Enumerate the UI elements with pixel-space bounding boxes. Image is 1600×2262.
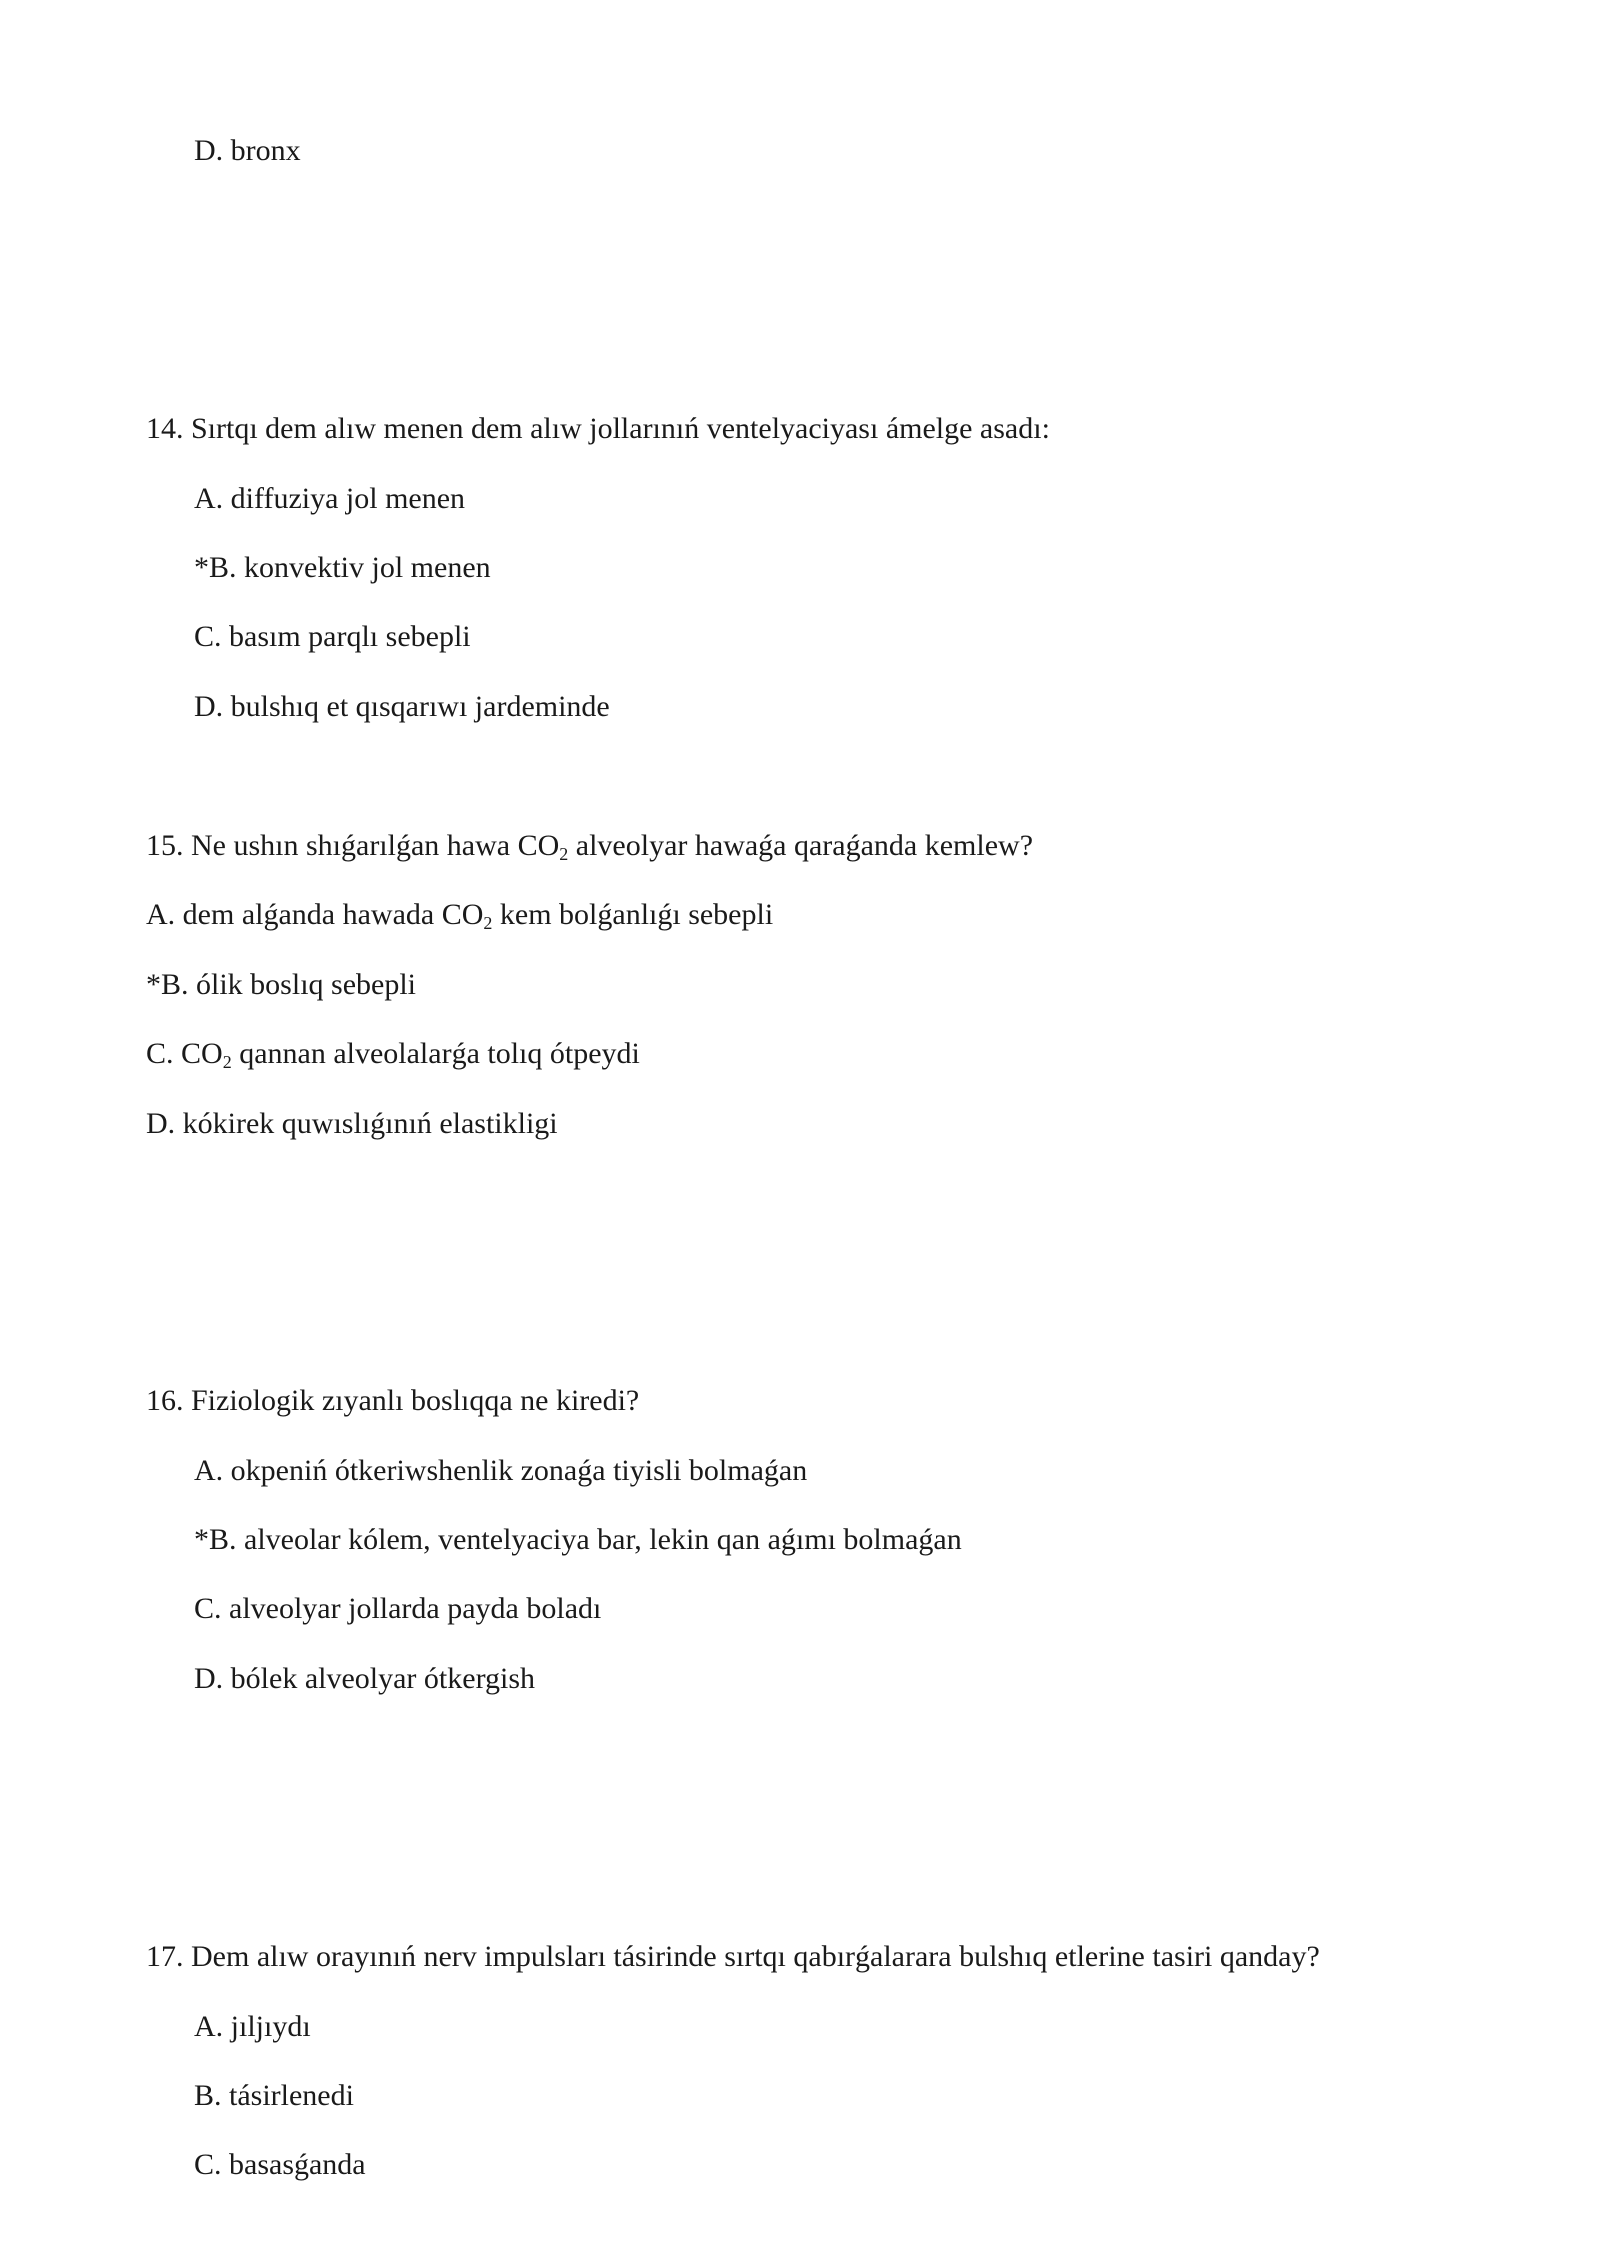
q17-option-a: A. jıljıydı bbox=[194, 2010, 311, 2043]
q13-option-d: D. bronx bbox=[194, 134, 301, 167]
q14-option-a: A. diffuziya jol menen bbox=[194, 482, 466, 515]
q15-option-a-subscript: 2 bbox=[483, 913, 493, 933]
q15-option-c-text-1: C. CO bbox=[146, 1037, 223, 1070]
q15-option-b: *B. ólik boslıq sebepli bbox=[146, 968, 416, 1001]
q14-option-c: C. basım parqlı sebepli bbox=[194, 620, 471, 653]
q15-option-a bbox=[146, 898, 774, 933]
q15-question-subscript: 2 bbox=[559, 844, 569, 864]
q16-option-b: *B. alveolar kólem, ventelyaciya bar, lekin qan aǵımı bolmaǵan bbox=[194, 1523, 962, 1556]
q15-option-a-text-2: kem bolǵanlıǵı sebepli bbox=[492, 898, 774, 931]
q14-option-d: D. bulshıq et qısqarıwı jardeminde bbox=[194, 690, 610, 723]
q17-option-c: C. basasǵanda bbox=[194, 2148, 366, 2181]
q15-option-c-text-2: qannan alveolalarǵa tolıq ótpeydi bbox=[231, 1037, 640, 1070]
q15-option-a-text-1: A. dem alǵanda hawada CO bbox=[146, 898, 484, 931]
q17-option-b: B. tásirlenedi bbox=[194, 2079, 354, 2112]
q15-question bbox=[146, 829, 1034, 864]
q15-option-d: D. kókirek quwıslıǵınıń elastikligi bbox=[146, 1107, 558, 1140]
q17-question: 17. Dem alıw orayınıń nerv impulsları tásirinde sırtqı qabırǵalarara bulshıq etlerine tasiri qanday? bbox=[146, 1940, 1320, 1973]
q16-option-c: C. alveolyar jollarda payda boladı bbox=[194, 1592, 602, 1625]
q15-option-c-subscript: 2 bbox=[222, 1052, 232, 1072]
q15-question-text-1: 15. Ne ushın shıǵarılǵan hawa CO bbox=[146, 829, 560, 862]
q16-option-a: A. okpeniń ótkeriwshenlik zonaǵa tiyisli bolmaǵan bbox=[194, 1454, 808, 1487]
q14-question: 14. Sırtqı dem alıw menen dem alıw jollarınıń ventelyaciyası ámelge asadı: bbox=[146, 412, 1050, 445]
q15-option-c bbox=[146, 1037, 640, 1072]
q14-option-b: *B. konvektiv jol menen bbox=[194, 551, 491, 584]
q16-option-d: D. bólek alveolyar ótkergish bbox=[194, 1662, 536, 1695]
q15-question-text-2: alveolyar hawaǵa qaraǵanda kemlew? bbox=[568, 829, 1034, 862]
q16-question: 16. Fiziologik zıyanlı boslıqqa ne kiredi? bbox=[146, 1384, 640, 1417]
